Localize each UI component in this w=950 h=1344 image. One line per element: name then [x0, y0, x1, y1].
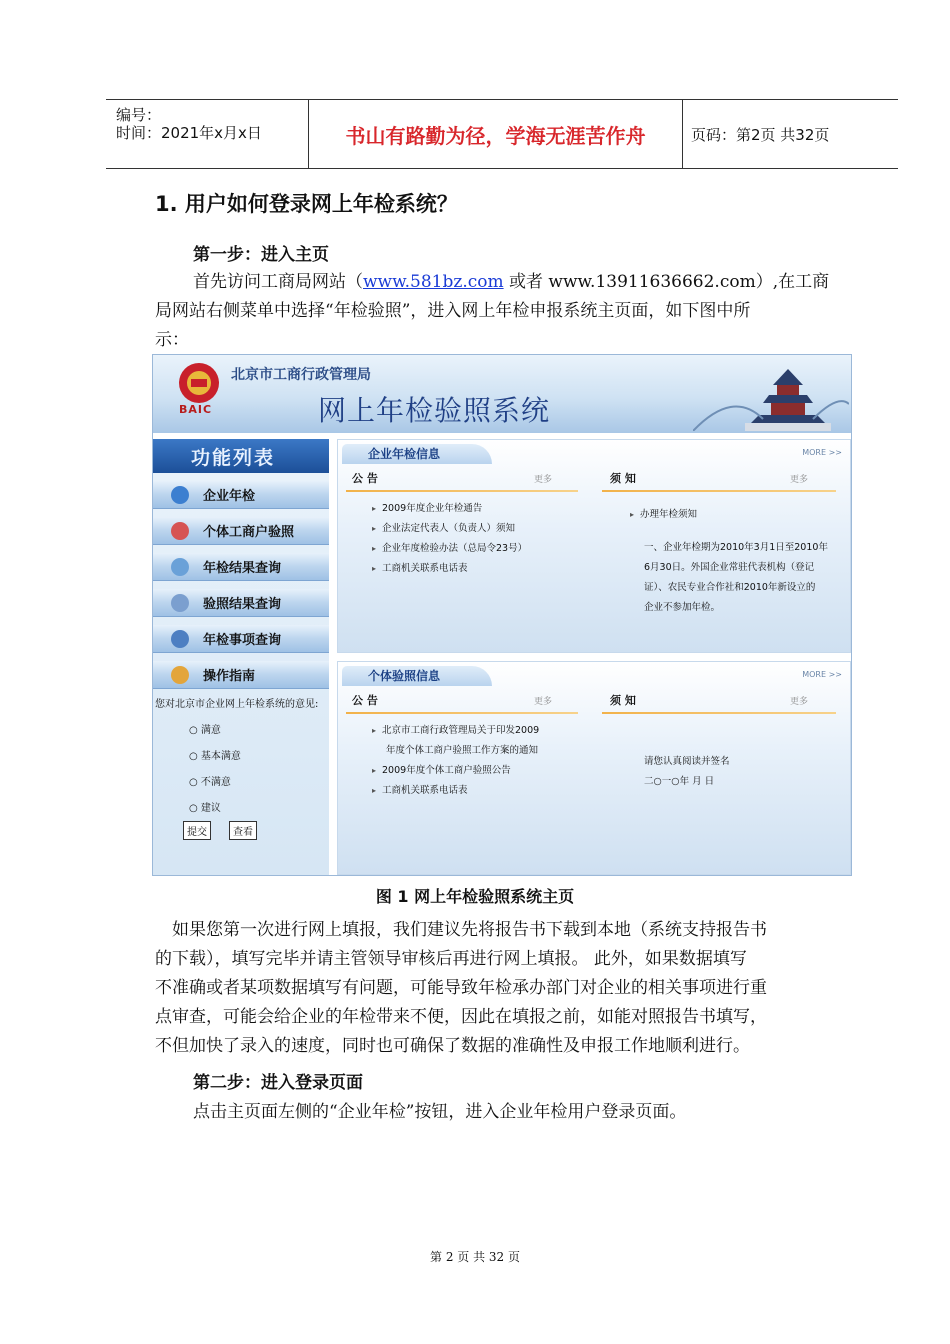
notice-item[interactable]: ▸ 工商机关联系电话表 [372, 782, 468, 796]
system-title: 网上年检验照系统 [318, 394, 551, 427]
notice-item[interactable]: ▸ 2009年度个体工商户验照公告 [372, 762, 511, 776]
individual-info-panel [337, 661, 851, 875]
survey-option-label: 建议 [200, 803, 221, 814]
more-link[interactable]: MORE >> [802, 670, 842, 679]
must-know-text [644, 538, 828, 618]
notice-item[interactable]: ▸ 工商机关联系电话表 [372, 560, 468, 574]
header-table [106, 99, 898, 169]
enterprise-info-panel [337, 439, 851, 653]
notice-item-continued[interactable]: 年度个体工商户验照工作方案的通知 [386, 745, 539, 756]
notice-more-link[interactable]: 更多 [534, 697, 553, 707]
step1-paragraph-line2: 局网站右侧菜单中选择“年检验照”，进入网上年检申报系统主页面，如下图中所 [155, 301, 751, 321]
notice-heading: 公 告 [352, 472, 378, 485]
survey-option-basic[interactable] [189, 747, 241, 762]
header-motto: 书山有路勤为径，学海无涯苦作舟 [309, 100, 683, 168]
notice-divider [346, 490, 578, 492]
survey-option-label: 满意 [200, 725, 221, 736]
notice-item[interactable]: ▸ 企业法定代表人（负责人）须知 [372, 520, 515, 534]
header-page-number: 页码：第2页 共32页 [691, 125, 830, 144]
search-icon [171, 630, 189, 648]
notice-item[interactable]: ▸ 北京市工商行政管理局关于印发2009 [372, 722, 539, 736]
must-know-line: 企业不参加年检。 [644, 602, 721, 613]
national-emblem-icon [175, 361, 223, 405]
step1-title: 第一步：进入主页 [193, 245, 329, 265]
globe-icon [171, 486, 189, 504]
step1-text-start: 首先访问工商局网站（ [193, 272, 363, 292]
menu-item-label: 操作指南 [203, 669, 256, 684]
survey-option-label: 不满意 [200, 777, 231, 788]
notice-divider [346, 712, 578, 714]
view-button[interactable]: 查看 [229, 821, 257, 840]
survey-option-suggestion[interactable] [189, 799, 221, 814]
body-line: 的下载），填写完毕并请主管领导审核后再进行网上填报。 此外，如果数据填写 [155, 949, 747, 969]
baic-logo-text: BAIC [179, 403, 213, 416]
step1-paragraph-line1 [193, 268, 829, 297]
step1-text-mid: 或者 www.13911636662.com）,在工商 [503, 272, 830, 292]
body-line: 如果您第一次进行网上填报，我们建议先将报告书下载到本地（系统支持报告书 [172, 920, 767, 940]
panel-tab-individual[interactable]: 个体验照信息 [342, 666, 492, 686]
menu-item-label: 年检事项查询 [203, 633, 282, 648]
people-icon [171, 522, 189, 540]
notice-item[interactable]: ▸ 企业年度检验办法（总局令23号） [372, 540, 527, 554]
body-line: 点审查，可能会给企业的年检带来不便，因此在填报之前，如能对照报告书填写， [155, 1007, 767, 1027]
must-know-divider [602, 712, 836, 714]
bureau-name: 北京市工商行政管理局 [231, 367, 371, 383]
step1-paragraph-line3: 示： [155, 330, 189, 350]
menu-title: 功能列表 [153, 439, 329, 473]
survey-option-satisfied[interactable] [189, 721, 221, 736]
menu-item-label: 验照结果查询 [203, 597, 282, 612]
section-title: 1. 用户如何登录网上年检系统？ [155, 192, 458, 216]
step2-title: 第二步：进入登录页面 [193, 1073, 363, 1093]
survey-option-label: 基本满意 [200, 751, 241, 762]
menu-item-label: 年检结果查询 [203, 561, 282, 576]
site-banner [153, 355, 851, 433]
body-line: 不准确或者某项数据填写有问题，可能导致年检承办部门对企业的相关事项进行重 [155, 978, 767, 998]
magnifier-icon [171, 558, 189, 576]
document-time-label: 时间：2021年x月x日 [116, 124, 262, 142]
must-know-line: 二○一○年 月 日 [644, 776, 715, 787]
menu-item-license-result[interactable] [153, 589, 329, 617]
must-know-line: 请您认真阅读并签名 [644, 756, 730, 767]
menu-item-operation-guide[interactable] [153, 661, 329, 689]
survey-option-unsatisfied[interactable] [189, 773, 231, 788]
notice-item[interactable]: ▸ 2009年度企业年检通告 [372, 500, 482, 514]
menu-item-enterprise-inspection[interactable] [153, 481, 329, 509]
menu-item-label: 个体工商户验照 [203, 525, 295, 540]
page-footer: 第 2 页 共 32 页 [430, 1250, 520, 1264]
document-search-icon [171, 594, 189, 612]
notice-heading: 公 告 [352, 694, 378, 707]
function-menu [153, 439, 329, 875]
system-homepage-screenshot [152, 354, 852, 876]
body-line: 不但加快了录入的速度，同时也可确保了数据的准确性及申报工作地顺利进行。 [155, 1036, 750, 1056]
must-know-item[interactable]: ▸ 办理年检须知 [630, 506, 697, 520]
bureau-website-link[interactable]: www.581bz.com [363, 272, 504, 292]
survey-question: 您对北京市企业网上年检系统的意见: [155, 699, 319, 710]
notice-more-link[interactable]: 更多 [534, 475, 553, 485]
temple-of-heaven-icon [693, 359, 849, 431]
radio-icon[interactable]: ○ [189, 803, 198, 814]
must-know-line: 6月30日。外国企业常驻代表机构（登记 [644, 562, 815, 573]
must-know-text [644, 752, 730, 792]
must-know-heading: 须 知 [610, 694, 636, 707]
menu-item-individual-license[interactable] [153, 517, 329, 545]
must-know-line: 一、企业年检期为2010年3月1日至2010年 [644, 542, 828, 553]
panel-tab-enterprise[interactable]: 企业年检信息 [342, 444, 492, 464]
must-know-more-link[interactable]: 更多 [790, 697, 809, 707]
document-number-label: 编号： [116, 106, 162, 124]
more-link[interactable]: MORE >> [802, 448, 842, 457]
header-meta-cell [106, 100, 309, 168]
must-know-line: 证）、农民专业合作社和2010年新设立的 [644, 582, 816, 593]
menu-item-inspection-matters[interactable] [153, 625, 329, 653]
radio-icon[interactable]: ○ [189, 751, 198, 762]
step2-text: 点击主页面左侧的“企业年检”按钮，进入企业年检用户登录页面。 [193, 1102, 687, 1122]
must-know-more-link[interactable]: 更多 [790, 475, 809, 485]
figure-caption: 图 1 网上年检验照系统主页 [375, 887, 575, 906]
must-know-divider [602, 490, 836, 492]
radio-icon[interactable]: ○ [189, 777, 198, 788]
radio-icon[interactable]: ○ [189, 725, 198, 736]
submit-button[interactable]: 提交 [183, 821, 211, 840]
menu-item-inspection-result[interactable] [153, 553, 329, 581]
must-know-heading: 须 知 [610, 472, 636, 485]
guide-icon [171, 666, 189, 684]
menu-item-label: 企业年检 [203, 489, 256, 504]
